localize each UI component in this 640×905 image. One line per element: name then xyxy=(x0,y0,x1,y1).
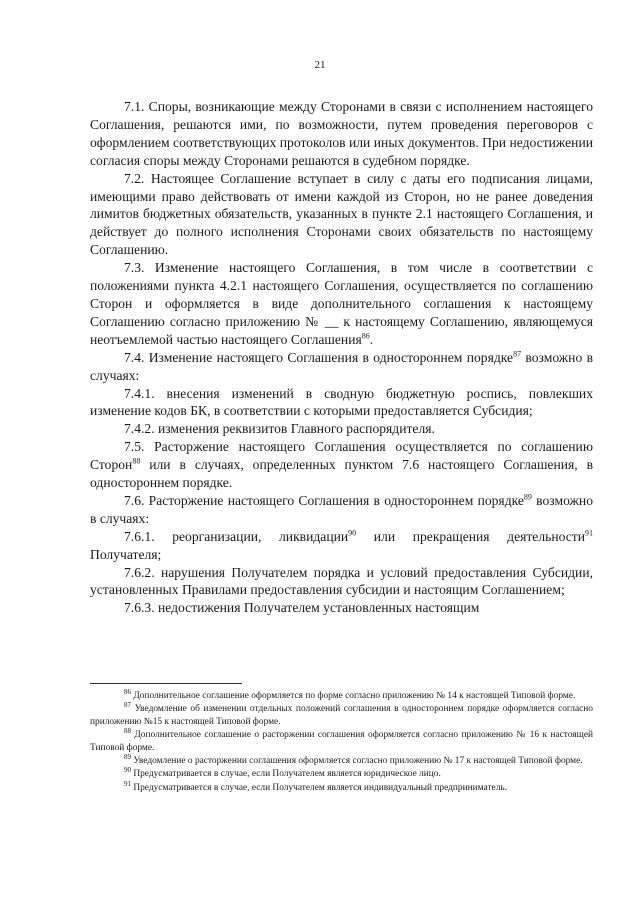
footnotes xyxy=(90,687,593,795)
paragraph-text: Получателя; xyxy=(90,546,162,562)
footnote-ref-89[interactable]: 89 xyxy=(523,492,532,502)
footnote-number: 87 xyxy=(124,701,131,710)
paragraph-7-4-1 xyxy=(90,385,593,421)
footnote-ref-91[interactable]: 91 xyxy=(585,528,593,538)
paragraph-text: 7.4. Изменение настоящего Соглашения в одностороннем порядке xyxy=(124,349,514,365)
paragraph-7-6-1 xyxy=(90,528,593,564)
footnote-86 xyxy=(90,687,593,702)
paragraph-7-1 xyxy=(90,98,593,170)
paragraph-7-4-2 xyxy=(90,420,593,438)
footnote-number: 88 xyxy=(124,727,131,736)
footnote-89 xyxy=(90,752,593,767)
paragraph-text: 7.6. Расторжение настоящего Соглашения в одностороннем порядке xyxy=(124,492,524,508)
body-text xyxy=(90,98,593,617)
footnote-text: Уведомление об изменении отдельных положений соглашения в одностороннем порядке оформляется согласно приложению №15 к настоящей Типовой форме. xyxy=(90,704,593,727)
footnote-text: Предусматривается в случае, если Получателем является юридическое лицо. xyxy=(131,769,441,780)
footnote-number: 86 xyxy=(124,687,131,696)
footnote-text: Уведомление о расторжении соглашения оформляется согласно приложению № 17 к настоящей Типовой форме. xyxy=(131,756,583,767)
paragraph-text: 7.6.2. нарушения Получателем порядка и условий предоставления Субсидии, установленных Правилами предоставления субсидии и настоящим Соглашением; xyxy=(90,564,593,598)
footnote-number: 90 xyxy=(124,766,131,775)
footnote-text: Предусматривается в случае, если Получателем является индивидуальный предприниматель. xyxy=(131,782,508,793)
paragraph-7-2 xyxy=(90,170,593,260)
footnote-ref-86[interactable]: 86 xyxy=(361,331,370,341)
paragraph-7-3 xyxy=(90,259,593,349)
paragraph-text: 7.1. Споры, возникающие между Сторонами в связи с исполнением настоящего Соглашения, решаются ими, по возможности, путем проведения переговоров с оформлением соответствующих протоколов или иных документов. При недостижении согласия споры между Сторонами решаются в судебном порядке. xyxy=(90,99,593,168)
paragraph-text: возможно в случаях: xyxy=(90,349,593,383)
footnote-ref-90[interactable]: 90 xyxy=(348,528,357,538)
paragraph-text: 7.4.2. изменения реквизитов Главного распорядителя. xyxy=(124,421,435,437)
footnote-90 xyxy=(90,768,593,780)
paragraph-7-5 xyxy=(90,438,593,492)
paragraph-text: 7.4.1. внесения изменений в сводную бюджетную роспись, повлекших изменение кодов БК, в соответствии с которыми предоставляется Субсидия; xyxy=(90,385,593,419)
paragraph-text: . xyxy=(369,331,374,347)
paragraph-text: возможно в случаях: xyxy=(90,492,593,526)
footnote-text: Дополнительное соглашение оформляется по форме согласно приложению № 14 к настоящей Типовой форме. xyxy=(131,691,576,701)
paragraph-7-4 xyxy=(90,349,593,385)
footnote-ref-88[interactable]: 88 xyxy=(132,456,141,466)
paragraph-7-6 xyxy=(90,492,593,528)
footnote-number: 89 xyxy=(124,752,131,761)
paragraph-7-6-2 xyxy=(90,564,593,600)
footnote-ref-87[interactable]: 87 xyxy=(513,349,522,359)
footnote-91 xyxy=(90,779,593,794)
footnote-divider xyxy=(90,683,242,684)
paragraph-text: 7.2. Настоящее Соглашение вступает в силу с даты его подписания лицами, имеющими право действовать от имени каждой из Сторон, но не ранее доведения лимитов бюджетных обязательств, указанных в пункте 2.1 настоящего Соглашения, и действует до полного исполнения Сторонами своих обязательств по настоящему Соглашению. xyxy=(90,170,593,258)
paragraph-text: 7.6.1. реорганизации, ликвидации xyxy=(124,528,349,544)
footnote-88 xyxy=(90,729,593,754)
paragraph-text: 7.6.3. недостижения Получателем установленных настоящим xyxy=(124,600,480,616)
paragraph-text: 7.5. Расторжение настоящего Соглашения осуществляется по соглашению Сторон xyxy=(90,439,593,473)
paragraph-text: или в случаях, определенных пунктом 7.6 настоящего Соглашения, в одностороннем порядке. xyxy=(90,457,593,491)
page-number: 21 xyxy=(314,59,326,71)
footnote-87 xyxy=(90,703,593,728)
footnote-text: Дополнительное соглашение о расторжении соглашения оформляется согласно приложению № 16 к настоящей Типовой форме. xyxy=(90,730,593,753)
footnote-number: 91 xyxy=(124,779,131,788)
paragraph-text: 7.3. Изменение настоящего Соглашения, в том числе в соответствии с положениями пункта 4.2.1 настоящего Соглашения, осуществляется по соглашению Сторон и оформляется в виде дополнительного соглашения к настоящему Соглашению согласно приложению № __ к настоящему Соглашению, являющемуся неотъемлемой частью настоящего Соглашения xyxy=(90,260,593,347)
paragraph-text: или прекращения деятельности xyxy=(356,528,585,544)
paragraph-7-6-3 xyxy=(90,599,593,617)
